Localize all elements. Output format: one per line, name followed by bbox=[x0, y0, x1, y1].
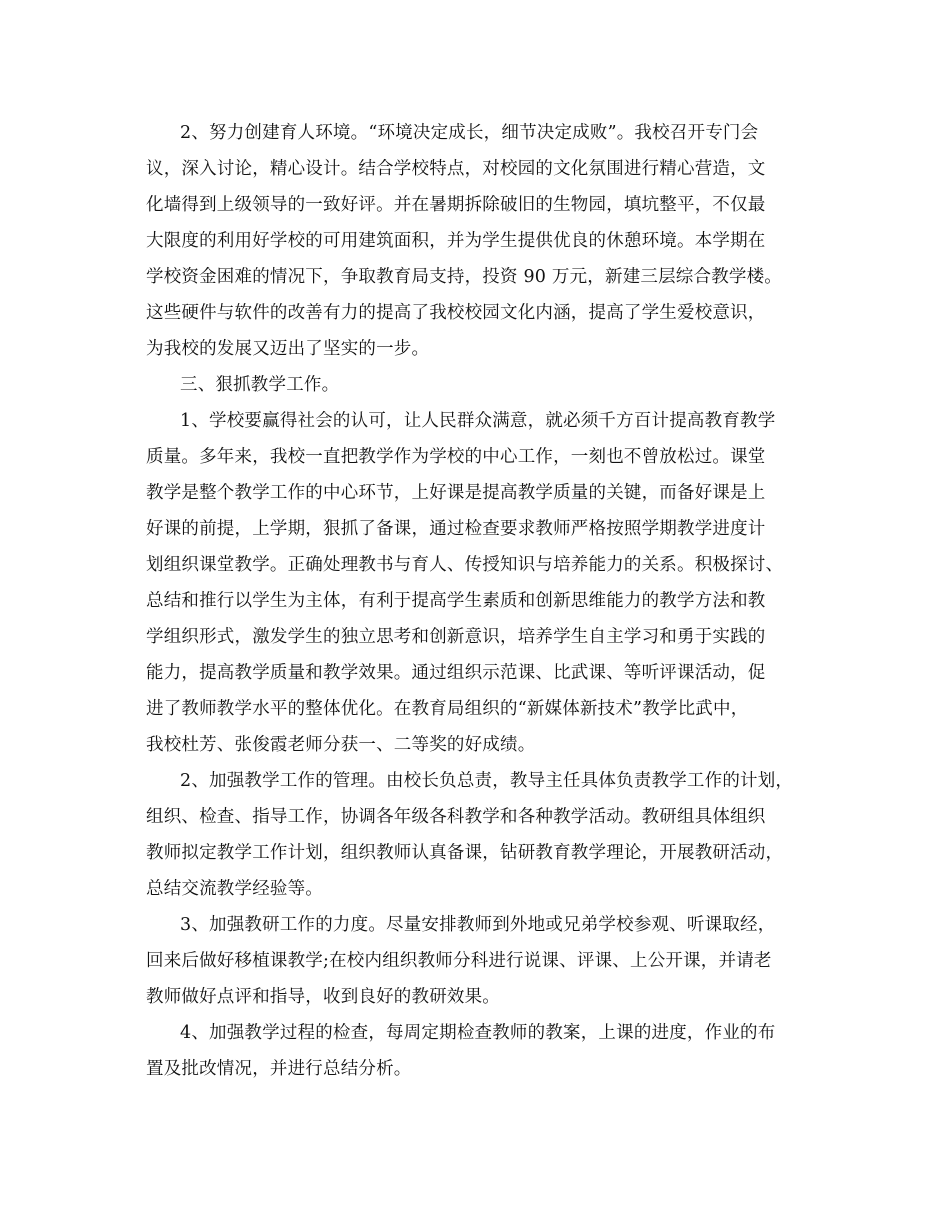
paragraph-line: 划组织课堂教学。正确处理教书与育人、传授知识与培养能力的关系。积极探讨、 bbox=[146, 555, 784, 575]
paragraph-line: 议，深入讨论，精心设计。结合学校特点，对校园的文化氛围进行精心营造，文 bbox=[146, 159, 766, 179]
paragraph-line: 化墙得到上级领导的一致好评。并在暑期拆除破旧的生物园，填坑整平，不仅最 bbox=[146, 195, 766, 215]
paragraph-line: 好课的前提，上学期，狠抓了备课，通过检查要求教师严格按照学期教学进度计 bbox=[146, 519, 766, 539]
paragraph-line: 这些硬件与软件的改善有力的提高了我校校园文化内涵，提高了学生爱校意识， bbox=[146, 303, 766, 323]
paragraph-line: 能力，提高教学质量和教学效果。通过组织示范课、比武课、等听评课活动，促 bbox=[146, 663, 766, 683]
section-heading: 三、狠抓教学工作。 bbox=[180, 375, 340, 395]
paragraph-line: 回来后做好移植课教学;在校内组织教师分科进行说课、评课、上公开课，并请老 bbox=[146, 951, 772, 971]
paragraph-line: 总结交流教学经验等。 bbox=[146, 879, 323, 899]
paragraph-line: 1、学校要赢得社会的认可，让人民群众满意，就必须千方百计提高教育教学 bbox=[180, 411, 776, 431]
paragraph-line: 教师拟定教学工作计划，组织教师认真备课，钻研教育教学理论，开展教研活动， bbox=[146, 843, 784, 863]
paragraph-line: 进了教师教学水平的整体优化。在教育局组织的“新媒体新技术”教学比武中， bbox=[146, 699, 749, 719]
paragraph-line: 教师做好点评和指导，收到良好的教研效果。 bbox=[146, 987, 500, 1007]
paragraph-line: 学组织形式，激发学生的独立思考和创新意识，培养学生自主学习和勇于实践的 bbox=[146, 627, 766, 647]
paragraph-line: 2、努力创建育人环境。“环境决定成长，细节决定成败”。我校召开专门会 bbox=[180, 123, 759, 143]
paragraph-line: 4、加强教学过程的检查，每周定期检查教师的教案，上课的进度，作业的布 bbox=[180, 1023, 776, 1043]
paragraph-line: 大限度的利用好学校的可用建筑面积，并为学生提供优良的休憩环境。本学期在 bbox=[146, 231, 766, 251]
paragraph-line: 置及批改情况，并进行总结分析。 bbox=[146, 1059, 412, 1079]
paragraph-line: 质量。多年来，我校一直把教学作为学校的中心工作，一刻也不曾放松过。课堂 bbox=[146, 447, 766, 467]
paragraph-line: 学校资金困难的情况下，争取教育局支持，投资 90 万元，新建三层综合教学楼。 bbox=[146, 267, 782, 287]
paragraph-line: 为我校的发展又迈出了坚实的一步。 bbox=[146, 339, 430, 359]
paragraph-line: 2、加强教学工作的管理。由校长负总责，教导主任具体负责教学工作的计划， bbox=[180, 771, 794, 791]
paragraph-line: 我校杜芳、张俊霞老师分获一、二等奖的好成绩。 bbox=[146, 735, 536, 755]
paragraph-line: 教学是整个教学工作的中心环节，上好课是提高教学质量的关键，而备好课是上 bbox=[146, 483, 766, 503]
paragraph-line: 总结和推行以学生为主体，有利于提高学生素质和创新思维能力的教学方法和教 bbox=[146, 591, 766, 611]
paragraph-line: 组织、检查、指导工作，协调各年级各科教学和各种教学活动。教研组具体组织 bbox=[146, 807, 766, 827]
paragraph-line: 3、加强教研工作的力度。尽量安排教师到外地或兄弟学校参观、听课取经， bbox=[180, 915, 776, 935]
